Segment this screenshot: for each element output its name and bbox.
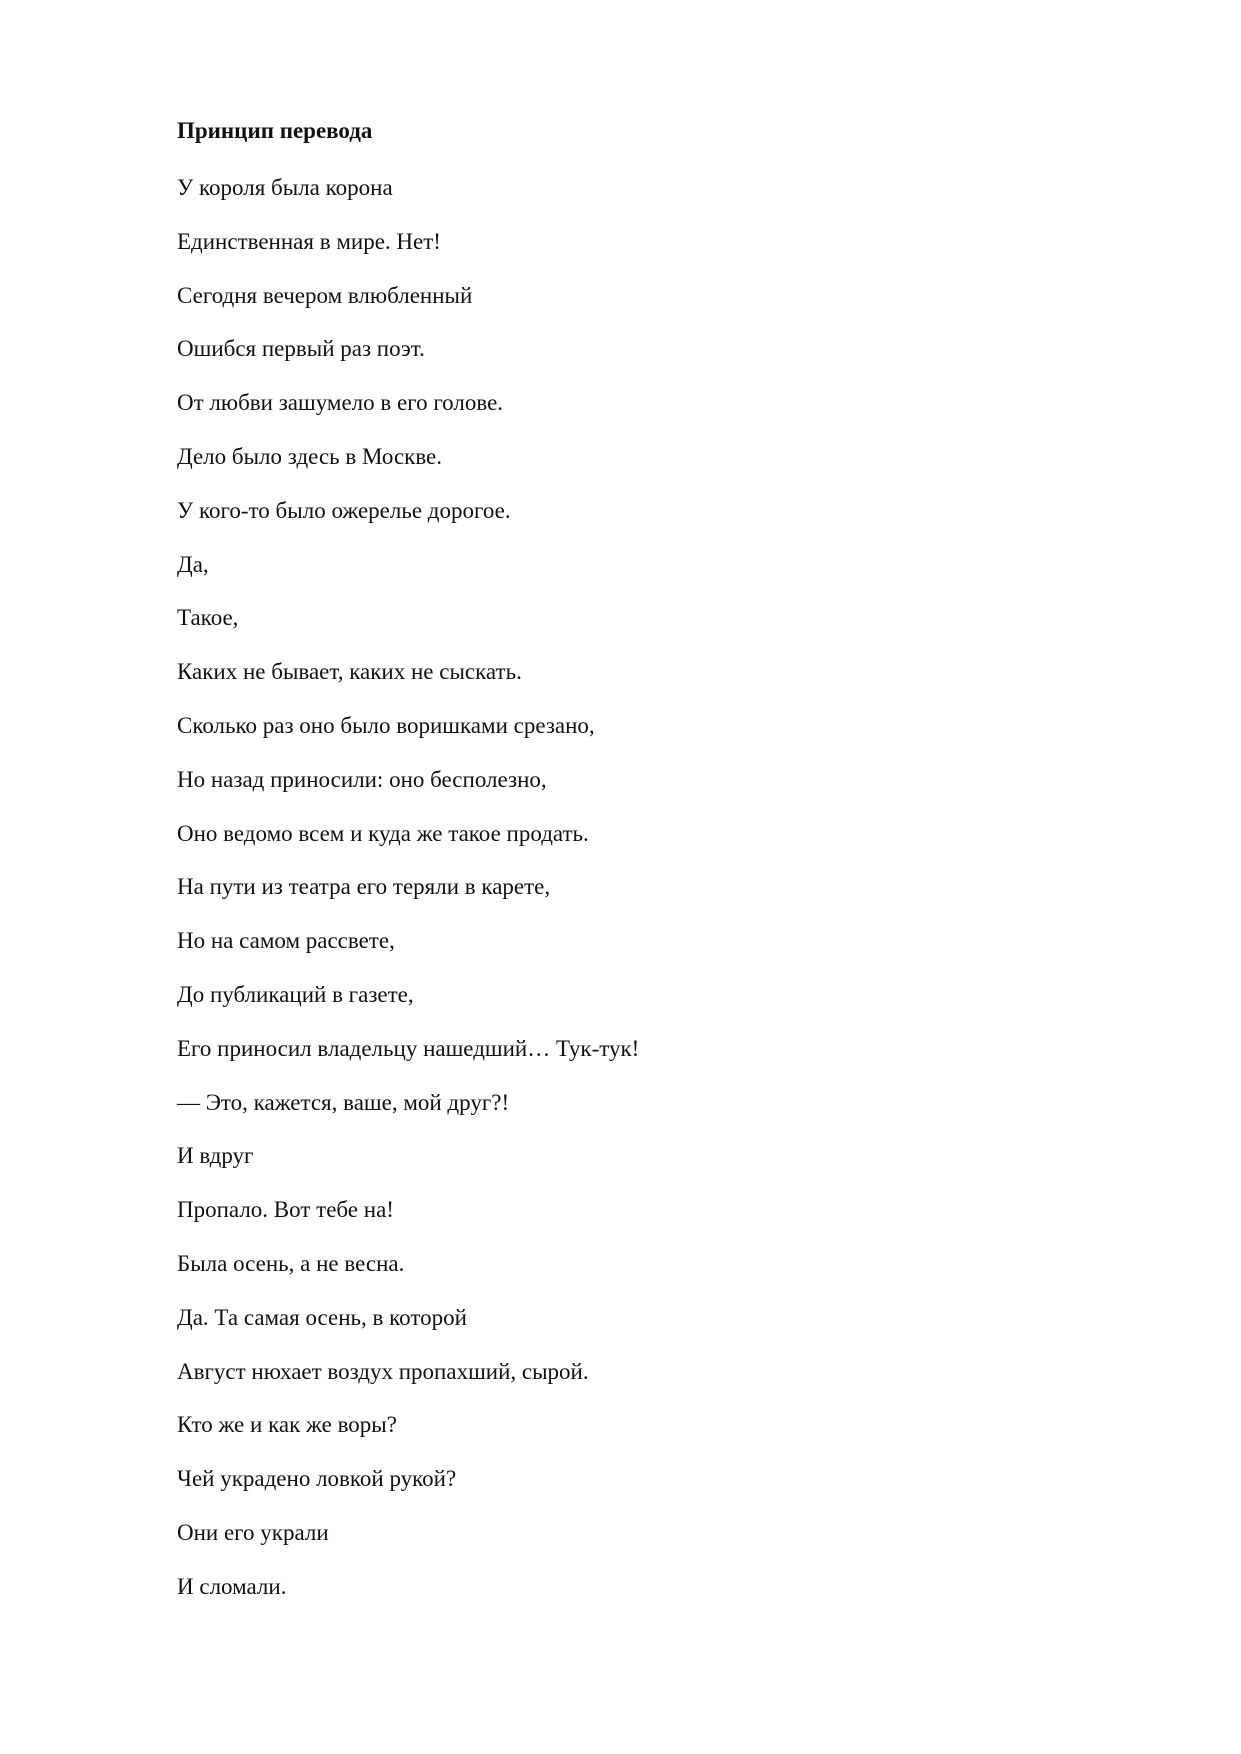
poem-line: До публикаций в газете, — [177, 981, 414, 1007]
poem-line: — Это, кажется, ваше, мой друг?! — [177, 1089, 510, 1115]
poem-line: Сегодня вечером влюбленный — [177, 282, 473, 308]
poem-line: Кто же и как же воры? — [177, 1412, 397, 1438]
poem-line: И вдруг — [177, 1143, 254, 1169]
poem-line: Да, — [177, 551, 209, 577]
poem-line: Была осень, а не весна. — [177, 1250, 405, 1276]
poem-lines — [177, 173, 639, 1626]
poem-line: Единственная в мире. Нет! — [177, 228, 441, 254]
poem-line: Каких не бывает, каких не сыскать. — [177, 659, 522, 685]
poem-line: И сломали. — [177, 1573, 287, 1599]
poem-line: Август нюхает воздух пропахший, сырой. — [177, 1358, 589, 1384]
poem-line: Пропало. Вот тебе на! — [177, 1197, 394, 1223]
poem-line: У кого-то было ожерелье дорогое. — [177, 497, 511, 523]
poem-line: Ошибся первый раз поэт. — [177, 336, 425, 362]
poem-line: Такое, — [177, 605, 239, 631]
poem-line: На пути из театра его теряли в карете, — [177, 874, 551, 900]
document-title: Принцип перевода — [177, 118, 373, 143]
poem-line: Да. Та самая осень, в которой — [177, 1304, 467, 1330]
poem-line: От любви зашумело в его голове. — [177, 390, 504, 416]
poem-line: Его приносил владельцу нашедший… Тук-тук! — [177, 1035, 640, 1061]
poem-line: Дело было здесь в Москве. — [177, 443, 443, 469]
poem-line: Они его украли — [177, 1519, 329, 1545]
poem-line: У короля была корона — [177, 175, 393, 200]
poem-line: Оно ведомо всем и куда же такое продать. — [177, 820, 589, 846]
poem-line: Сколько раз оно было воришками срезано, — [177, 712, 595, 738]
poem-line: Но на самом рассвете, — [177, 928, 395, 954]
poem-line: Но назад приносили: оно бесполезно, — [177, 766, 547, 792]
poem-line: Чей украдено ловкой рукой? — [177, 1466, 457, 1492]
